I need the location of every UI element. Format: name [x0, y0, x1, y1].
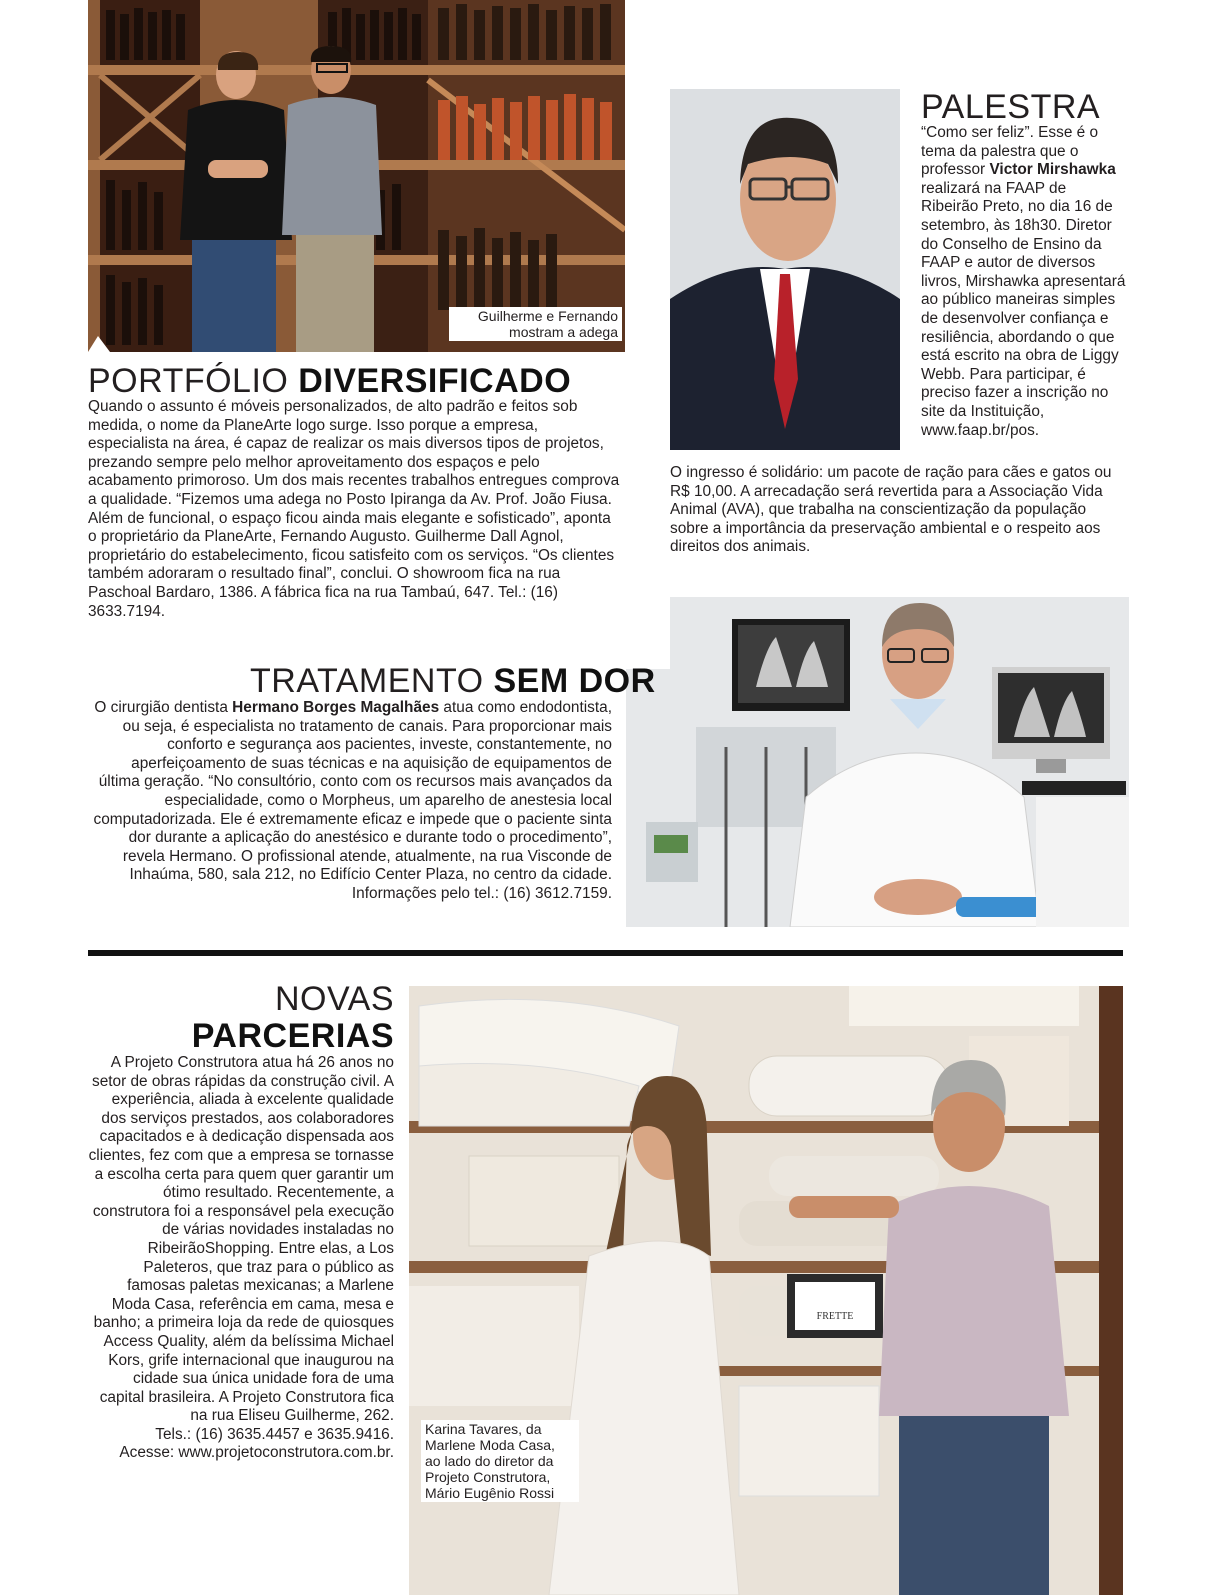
caption-line: mostram a adega [509, 324, 618, 340]
palestra-body-part2: O ingresso é solidário: um pacote de ração para cães e gatos ou R$ 10,00. A arrecadação será revertida para a Associação Vida Animal (AVA), que trabalha na conscientização da população sobre a importância da preservação ambiental e o respeito aos direitos dos animais. [670, 464, 1112, 556]
heading-bold-part: PARCERIAS [191, 1017, 394, 1055]
tratamento-body [88, 699, 612, 904]
tratamento-intro: O cirurgião dentista [94, 699, 233, 716]
dentist-name: Hermano Borges Magalhães [232, 699, 440, 716]
store-photo-caption [421, 1420, 579, 1502]
portfolio-body: Quando o assunto é móveis personalizados, de alto padrão e feitos sob medida, o nome da PlaneArte logo surge. Isso porque a empresa, especialista na área, é capaz de realizar os mais diversos tipos de projetos, prezando sempre pelo melhor aproveitamento dos espaços e pelo acabamento primoroso. Um dos mais recentes trabalhos entregues comprova a qualidade. “Fizemos uma adega no Posto Ipiranga da Av. Prof. João Fiusa. Além de funcional, o espaço ficou ainda mais elegante e sofisticado”, aponta o proprietário da PlaneArte, Fernando Augusto. Guilherme Dall Agnol, proprietário do estabelecimento, ficou satisfeito com os serviços. “Os clientes também adoraram o resultado final”, conclui. O showroom fica na rua Paschoal Bardaro, 1386. A fábrica fica na rua Tambaú, 647. Tel.: (16) 3633.7194. [88, 398, 620, 620]
palestra-heading [921, 88, 1100, 126]
heading-bold-part: SEM DOR [493, 662, 656, 700]
caption-line: ao lado do diretor da [425, 1453, 554, 1469]
palestra-body-part1 [921, 124, 1126, 440]
portfolio-heading [88, 362, 571, 400]
store-linens-photo [409, 986, 1123, 1595]
heading-text: PALESTRA [921, 88, 1101, 126]
caption-line: Karina Tavares, da [425, 1421, 542, 1437]
parcerias-website: Acesse: www.projetoconstrutora.com.br. [119, 1444, 394, 1462]
parcerias-heading [120, 981, 394, 1055]
caption-line: Projeto Construtora, [425, 1469, 551, 1485]
parcerias-text: A Projeto Construtora atua há 26 anos no setor de obras rápidas da construção civil. A experiência, aliada à excelente qualidade dos serviços prestados, aos colaboradores capacitados e à dedicação dispensada aos clientes, fez com que a empresa se tornasse a escolha certa para quem quer garantir um ótimo resultado. Recentemente, a construtora foi a responsável pela execução de várias novidades instaladas no RibeirãoShopping. Entre elas, a Los Paleteros, que traz para o público as famosas paletas mexicanas; a Marlene Moda Casa, referência em cama, mesa e banho; a primeira loja da rede de quiosques Access Quality, além da belíssima Michael Kors, grife internacional que inaugurou na cidade sua única unidade fora de uma capital brasileira. A Projeto Construtora fica na rua Eliseu Guilherme, 262. [88, 1054, 394, 1425]
caption-line: Mário Eugênio Rossi [425, 1485, 555, 1501]
dentist-office-photo [626, 597, 1129, 927]
caption-line: Guilherme e Fernando [477, 308, 618, 324]
tratamento-details: atua como endodontista, ou seja, é especialista no tratamento de canais. Para proporcionar mais conforto e segurança aos pacientes, investe, constantemente, no aperfeiçoamento de suas técnicas e na aquisição de equipamentos de última geração. “No consultório, conto com os recursos mais avançados da especialidade, como o Morpheus, um aparelho de anestesia local computadorizada. Ele é extremamente eficaz e impede que o paciente sinta dor durante a aplicação do anestésico e durante todo o procedimento”, revela Hermano. O profissional atende, atualmente, na rua Visconde de Inhaúma, 580, sala 212, no Edifício Center Plaza, no centro da cidade. Informações pelo tel.: (16) 3612.7159. [93, 699, 612, 902]
heading-light-part: PORTFÓLIO [88, 362, 299, 400]
heading-bold-part: DIVERSIFICADO [298, 362, 572, 400]
heading-light-part: NOVAS [274, 980, 394, 1018]
parcerias-body [88, 1054, 394, 1463]
frette-sign-text: FRETTE [816, 1311, 854, 1322]
palestra-intro: “Como ser feliz”. Esse é o tema da palestra que o professor [921, 124, 1099, 179]
speaker-name: Victor Mirshawka [989, 161, 1116, 179]
caption-line: Marlene Moda Casa, [425, 1437, 555, 1453]
wine-cellar-photo [88, 0, 625, 352]
palestra-portrait-photo [670, 89, 900, 450]
parcerias-phones: Tels.: (16) 3635.4457 e 3635.9416. [155, 1425, 394, 1443]
tratamento-heading [250, 662, 656, 700]
heading-light-part: TRATAMENTO [250, 662, 494, 700]
wine-photo-caption [449, 307, 622, 341]
palestra-details: realizará na FAAP de Ribeirão Preto, no dia 16 de setembro, às 18h30. Diretor do Conselho de Ensino da FAAP e autor de diversos livros, Mirshawka apresentará ao público maneiras simples de desenvolver confiança e resiliência, abordando o que está escrito na obra de Liggy Webb. Para participar, é preciso fazer a inscrição no site da Instituição, www.faap.br/pos. [921, 179, 1126, 439]
section-divider [88, 950, 1123, 956]
